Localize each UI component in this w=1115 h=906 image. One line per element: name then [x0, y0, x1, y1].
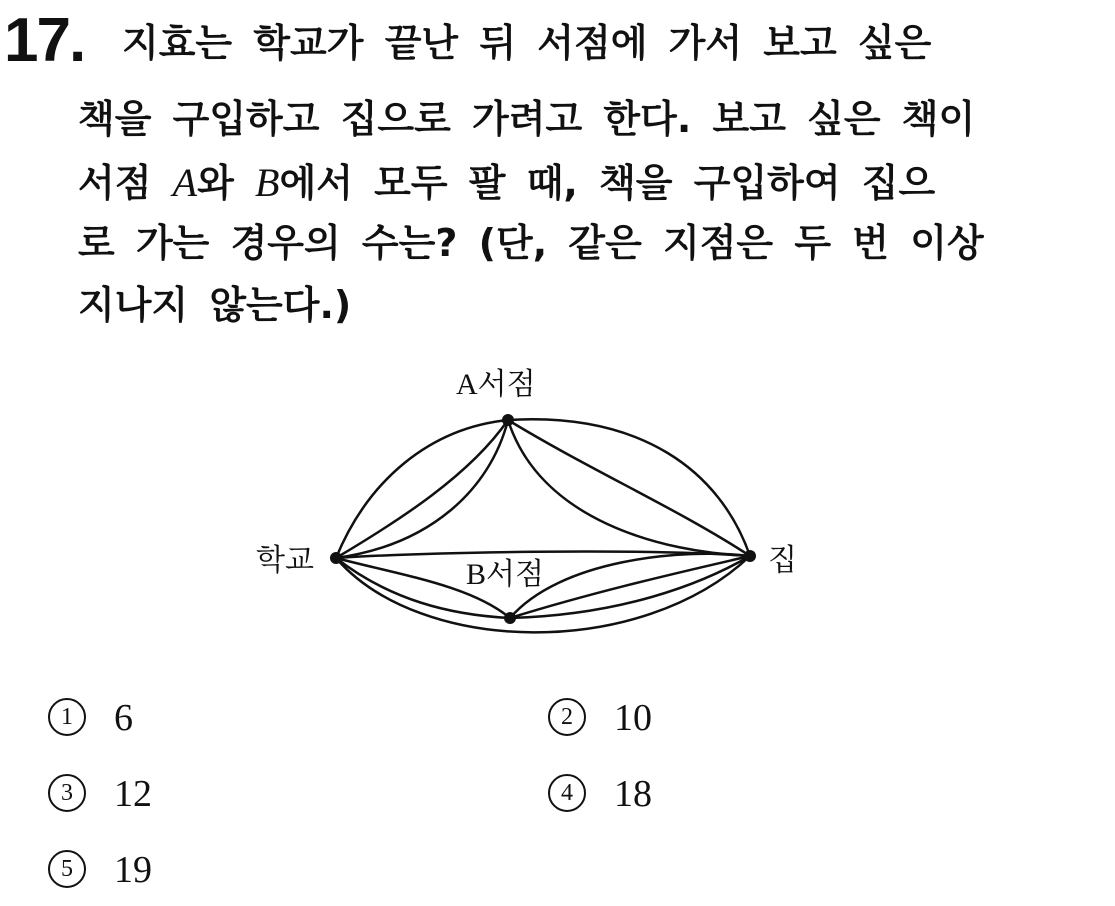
question-line-3-part-2: 와	[197, 161, 256, 205]
node-school	[330, 552, 342, 564]
choice-4-value: 18	[614, 773, 652, 815]
choice-3-value: 12	[114, 773, 152, 815]
node-home	[744, 550, 756, 562]
label-store-b: B서점	[466, 558, 544, 591]
question-line-4: 로 가는 경우의 수는? (단, 같은 지점은 두 번 이상	[78, 221, 984, 265]
choice-4-mark: 4	[548, 774, 586, 812]
question-number: 17.	[4, 6, 85, 75]
road-school-a-2	[336, 420, 508, 558]
choice-5[interactable]	[48, 848, 152, 892]
node-store-a	[502, 414, 514, 426]
road-a-home-2	[508, 420, 750, 556]
question-line-3-part-3: 에서 모두 팔 때, 책을 구입하여 집으	[279, 161, 936, 205]
label-school: 학교	[256, 544, 314, 577]
label-home: 집	[768, 544, 797, 577]
choice-5-value: 19	[114, 849, 152, 891]
choice-1[interactable]	[48, 696, 133, 740]
question-line-2: 책을 구입하고 집으로 가려고 한다. 보고 싶은 책이	[78, 97, 976, 141]
store-b-variable: B	[255, 160, 280, 205]
choice-3[interactable]	[48, 772, 152, 816]
choice-2-value: 10	[614, 697, 652, 739]
road-school-a-1	[336, 420, 508, 558]
choice-2[interactable]	[548, 696, 652, 740]
choice-1-value: 6	[114, 697, 133, 739]
road-school-a-3	[336, 420, 508, 558]
route-paths	[336, 419, 750, 632]
choice-4[interactable]	[548, 772, 652, 816]
road-b-home-2	[510, 556, 750, 618]
question-line-3-part-1: 서점	[78, 161, 173, 205]
label-store-a: A서점	[456, 368, 536, 401]
node-store-b	[504, 612, 516, 624]
question-line-1: 지효는 학교가 끝난 뒤 서점에 가서 보고 싶은	[122, 21, 932, 65]
choice-1-mark: 1	[48, 698, 86, 736]
choice-5-mark: 5	[48, 850, 86, 888]
choice-3-mark: 3	[48, 774, 86, 812]
question-line-5: 지나지 않는다.)	[78, 283, 352, 327]
choice-2-mark: 2	[548, 698, 586, 736]
store-a-variable: A	[172, 160, 198, 205]
